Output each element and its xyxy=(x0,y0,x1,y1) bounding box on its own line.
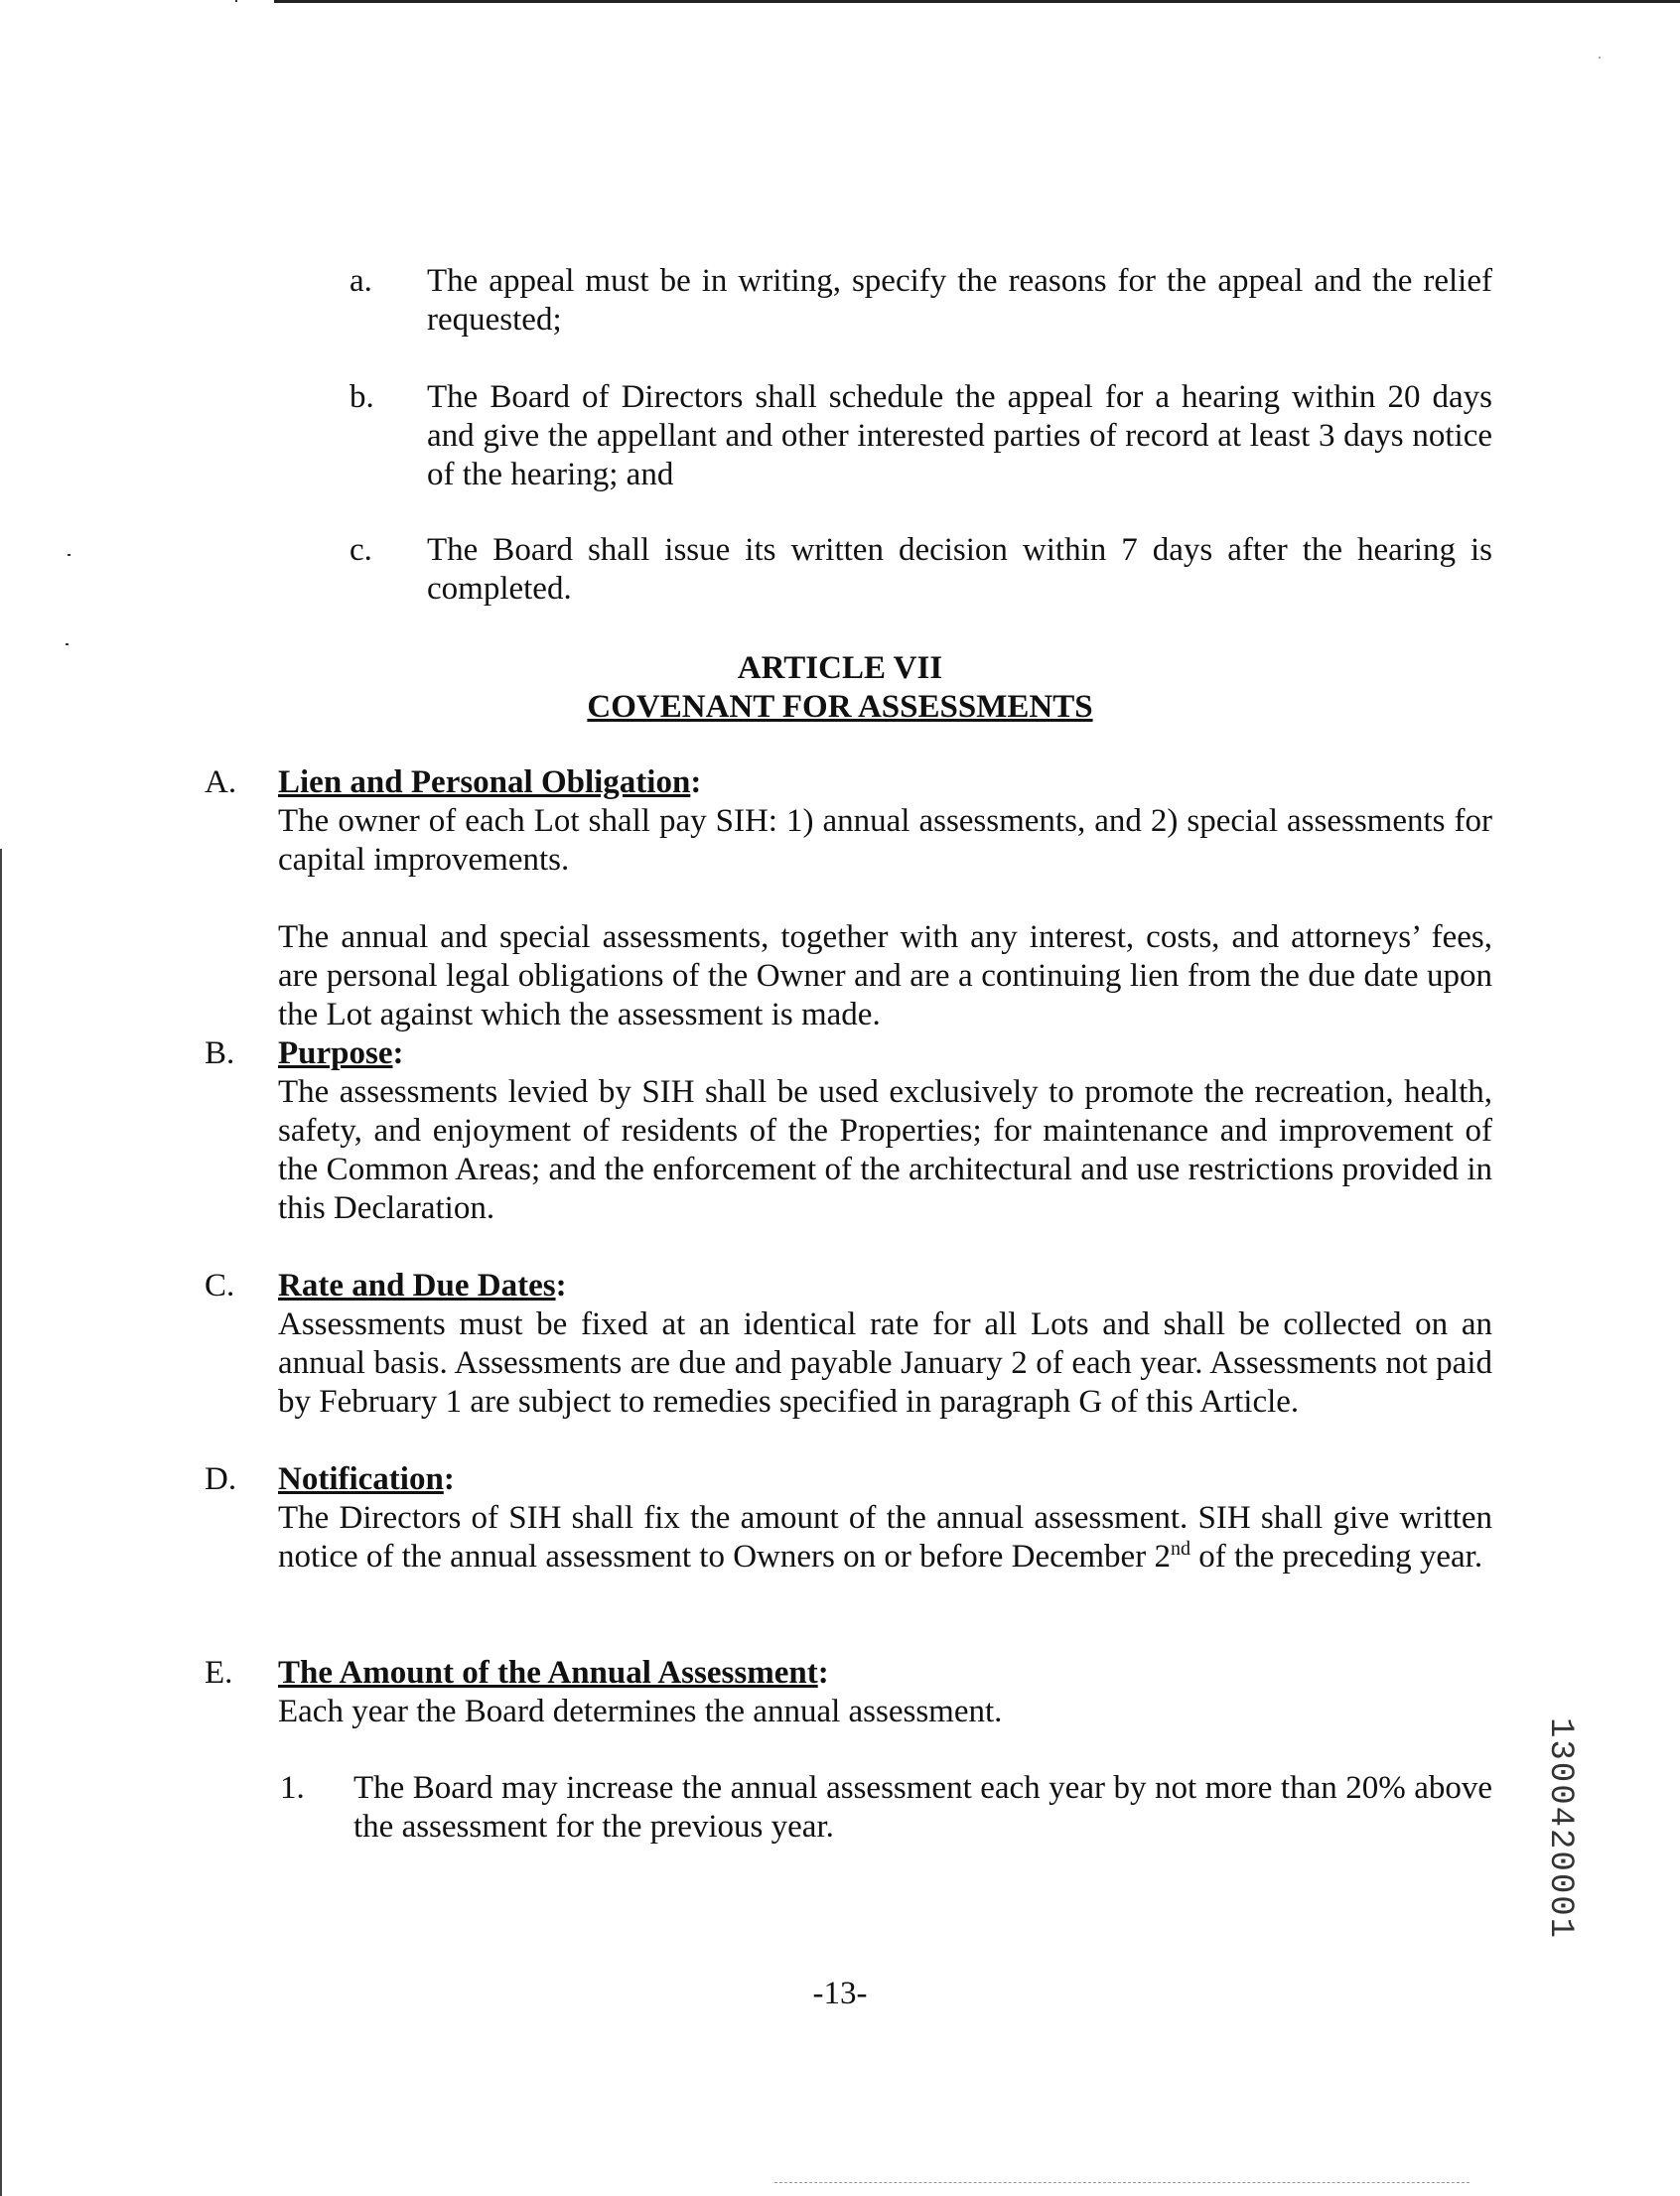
section-c-heading-line xyxy=(278,1267,567,1305)
section-a-colon: : xyxy=(690,764,702,800)
section-d-label: D. xyxy=(205,1461,237,1497)
page-number: -13- xyxy=(812,1976,868,2011)
section-c-heading: Rate and Due Dates xyxy=(278,1268,556,1304)
section-e-heading: The Amount of the Annual Assessment xyxy=(278,1655,818,1691)
scan-border-bottom xyxy=(774,2182,1470,2184)
appeal-item-text: The Board of Directors shall schedule the appeal for a hearing within 20 days and give the appellant and other interested parties of record at least 3 days notice of the hearing; and xyxy=(427,379,1492,492)
section-a-label: A. xyxy=(205,764,237,800)
scan-border-top xyxy=(274,0,1680,3)
section-e-label: E. xyxy=(205,1655,233,1691)
appeal-item-label: b. xyxy=(350,379,374,415)
section-b-label: B. xyxy=(205,1035,235,1071)
section-d-colon: : xyxy=(443,1461,455,1497)
section-e-colon: : xyxy=(817,1655,829,1691)
appeal-item-text: The Board shall issue its written decision within 7 days after the hearing is completed. xyxy=(427,532,1492,607)
section-a-paragraph-1: The owner of each Lot shall pay SIH: 1) annual assessments, and 2) special assessments for capital improvements. xyxy=(278,803,1492,878)
section-c-label: C. xyxy=(205,1268,235,1304)
scan-mark xyxy=(66,643,69,645)
section-c-paragraph-1: Assessments must be fixed at an identical rate for all Lots and shall be collected on an annual basis. Assessments are due and payable January 2 of each year. Assessments not paid by February 1 are subject to remedies specified in paragraph G of this Article. xyxy=(278,1306,1492,1420)
section-e-item-label: 1. xyxy=(280,1770,305,1806)
section-a-heading-line xyxy=(278,763,701,802)
section-b-colon: : xyxy=(392,1035,404,1071)
scan-mark xyxy=(1599,57,1601,59)
section-d-text-after: of the preceding year. xyxy=(1190,1539,1483,1575)
section-a-heading: Lien and Personal Obligation xyxy=(278,764,691,800)
section-e-paragraph-1: Each year the Board determines the annual assessment. xyxy=(278,1694,1003,1729)
document-id-stamp: 1300420001 xyxy=(1541,1717,1579,1941)
appeal-item-label: c. xyxy=(350,532,372,568)
scan-mark xyxy=(68,554,70,556)
section-d-heading: Notification xyxy=(278,1461,444,1497)
appeal-item-text: The appeal must be in writing, specify the reasons for the appeal and the relief requested; xyxy=(427,263,1492,338)
section-b-paragraph-1: The assessments levied by SIH shall be used exclusively to promote the recreation, health, safety, and enjoyment of residents of the Properties; for maintenance and improvement of the Common Areas; and the enforcement of the architectural and use restrictions provided in this Declaration. xyxy=(278,1074,1492,1226)
scan-mark xyxy=(235,0,237,2)
section-c-colon: : xyxy=(555,1268,567,1304)
section-d-paragraph-1 xyxy=(278,1499,1492,1577)
appeal-item-label: a. xyxy=(350,263,372,299)
section-e-item-text: The Board may increase the annual assessment each year by not more than 20% above the assessment for the previous year. xyxy=(353,1770,1492,1845)
article-title: COVENANT FOR ASSESSMENTS xyxy=(587,689,1093,725)
section-b-heading: Purpose xyxy=(278,1035,393,1071)
section-e-heading-line xyxy=(278,1654,829,1693)
section-d-superscript: nd xyxy=(1170,1538,1190,1560)
article-number: ARTICLE VII xyxy=(737,650,943,686)
section-a-paragraph-2: The annual and special assessments, together with any interest, costs, and attorneys’ fees, are personal legal obligations of the Owner and are a continuing lien from the due date upon the Lot against which the assessment is made. xyxy=(278,919,1492,1032)
section-d-heading-line xyxy=(278,1460,455,1499)
section-d-text-before: The Directors of SIH shall fix the amount of the annual assessment. SIH shall give written notice of the annual assessment to Owners on or before December 2 xyxy=(278,1500,1492,1575)
section-b-heading-line xyxy=(278,1034,404,1073)
